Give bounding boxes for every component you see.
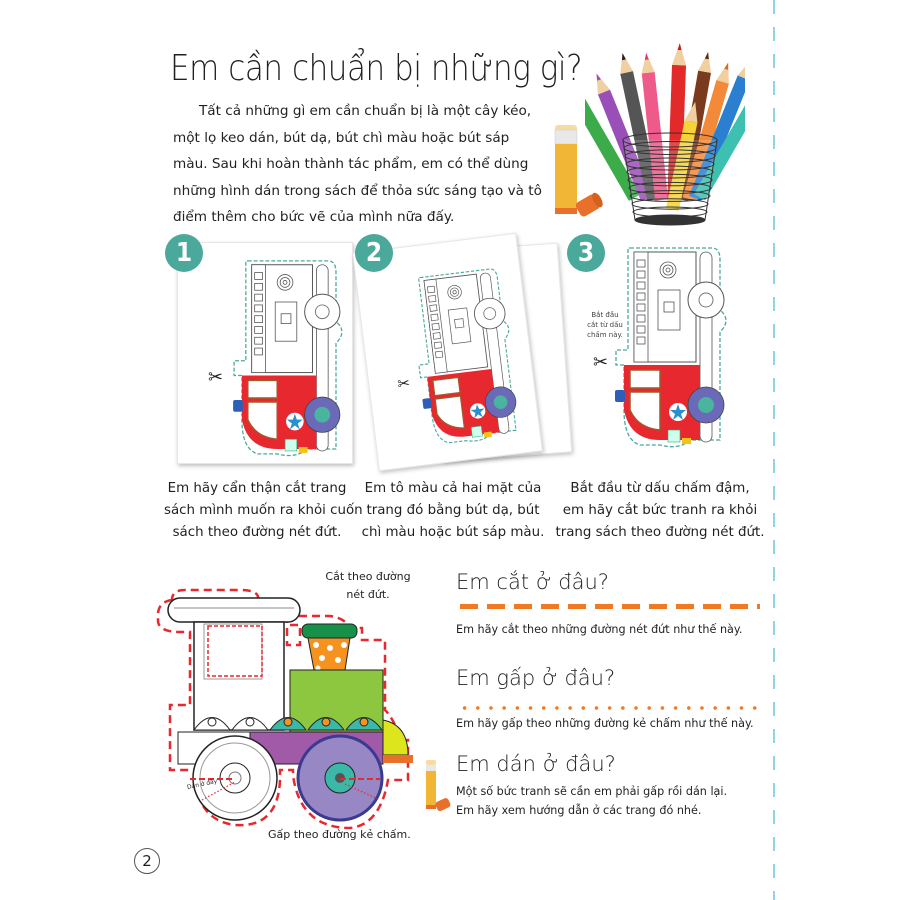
glue-here-label: Dán ở đây: [186, 777, 218, 792]
train-fold-label: Gấp theo đường kẻ chấm.: [268, 828, 411, 841]
page-cut-line: [773, 0, 775, 900]
step-3-caption: Bắt đầu từ dấu chấm đậm, em hãy cắt bức tranh ra khỏi trang sách theo đường nét đứt.: [555, 481, 765, 540]
start-cut-label: Bắt đầu cắt từ dấu chấm này.: [587, 311, 623, 339]
intro-text: Tất cả những gì em cần chuẩn bị là một cây kéo, một lọ keo dán, bút dạ, bút chì màu hoặc bút sáp màu. Sau khi hoàn thành tác phẩm, em có thể dùng những hình dán trong sách để thỏa sức sáng tạo và tô điểm thêm cho bức vẽ của mình nữa đấy.: [173, 103, 542, 225]
section-fold-text: Em hãy gấp theo những đường kẻ chấm như thế này.: [456, 717, 754, 730]
section-glue-heading: Em dán ở đâu?: [456, 752, 616, 776]
page-number: 2: [134, 848, 160, 874]
train-cut-label: Cắt theo đường nét đứt.: [325, 570, 411, 601]
dotted-line-sample: [458, 706, 760, 710]
section-fold-heading: Em gấp ở đâu?: [456, 666, 616, 690]
step-1-page-image: [177, 242, 353, 464]
scissors-icon: ✂: [396, 373, 412, 394]
page-title: Em cần chuẩn bị những gì?: [170, 48, 583, 89]
step-badge-1: 1: [165, 234, 203, 272]
scissors-icon: ✂: [593, 352, 609, 373]
intro-paragraph: [173, 98, 545, 231]
step-1-caption: Em hãy cẩn thận cắt trang sách mình muốn ra khỏi cuốn sách theo đường nét đứt.: [164, 481, 363, 540]
step-badge-2: 2: [355, 234, 393, 272]
step-2-caption: Em tô màu cả hai mặt của trang đó bằng bút dạ, bút chì màu hoặc bút sáp màu.: [361, 481, 545, 540]
step-badge-3: 3: [567, 234, 605, 272]
section-cut-text: Em hãy cắt theo những đường nét đứt như thế này.: [456, 623, 743, 636]
section-cut-heading: Em cắt ở đâu?: [456, 570, 609, 594]
dashed-line-sample: [460, 604, 760, 609]
scissors-icon: ✂: [208, 367, 224, 388]
section-glue-text: Một số bức tranh sẽ cần em phải gấp rồi dán lại. Em hãy xem hướng dẫn ở các trang đó nhé.: [456, 785, 728, 817]
fire-truck-illustration: [178, 243, 354, 465]
glue-stick-small-icon: [422, 760, 452, 815]
pencil-cup-icon: [585, 40, 745, 230]
